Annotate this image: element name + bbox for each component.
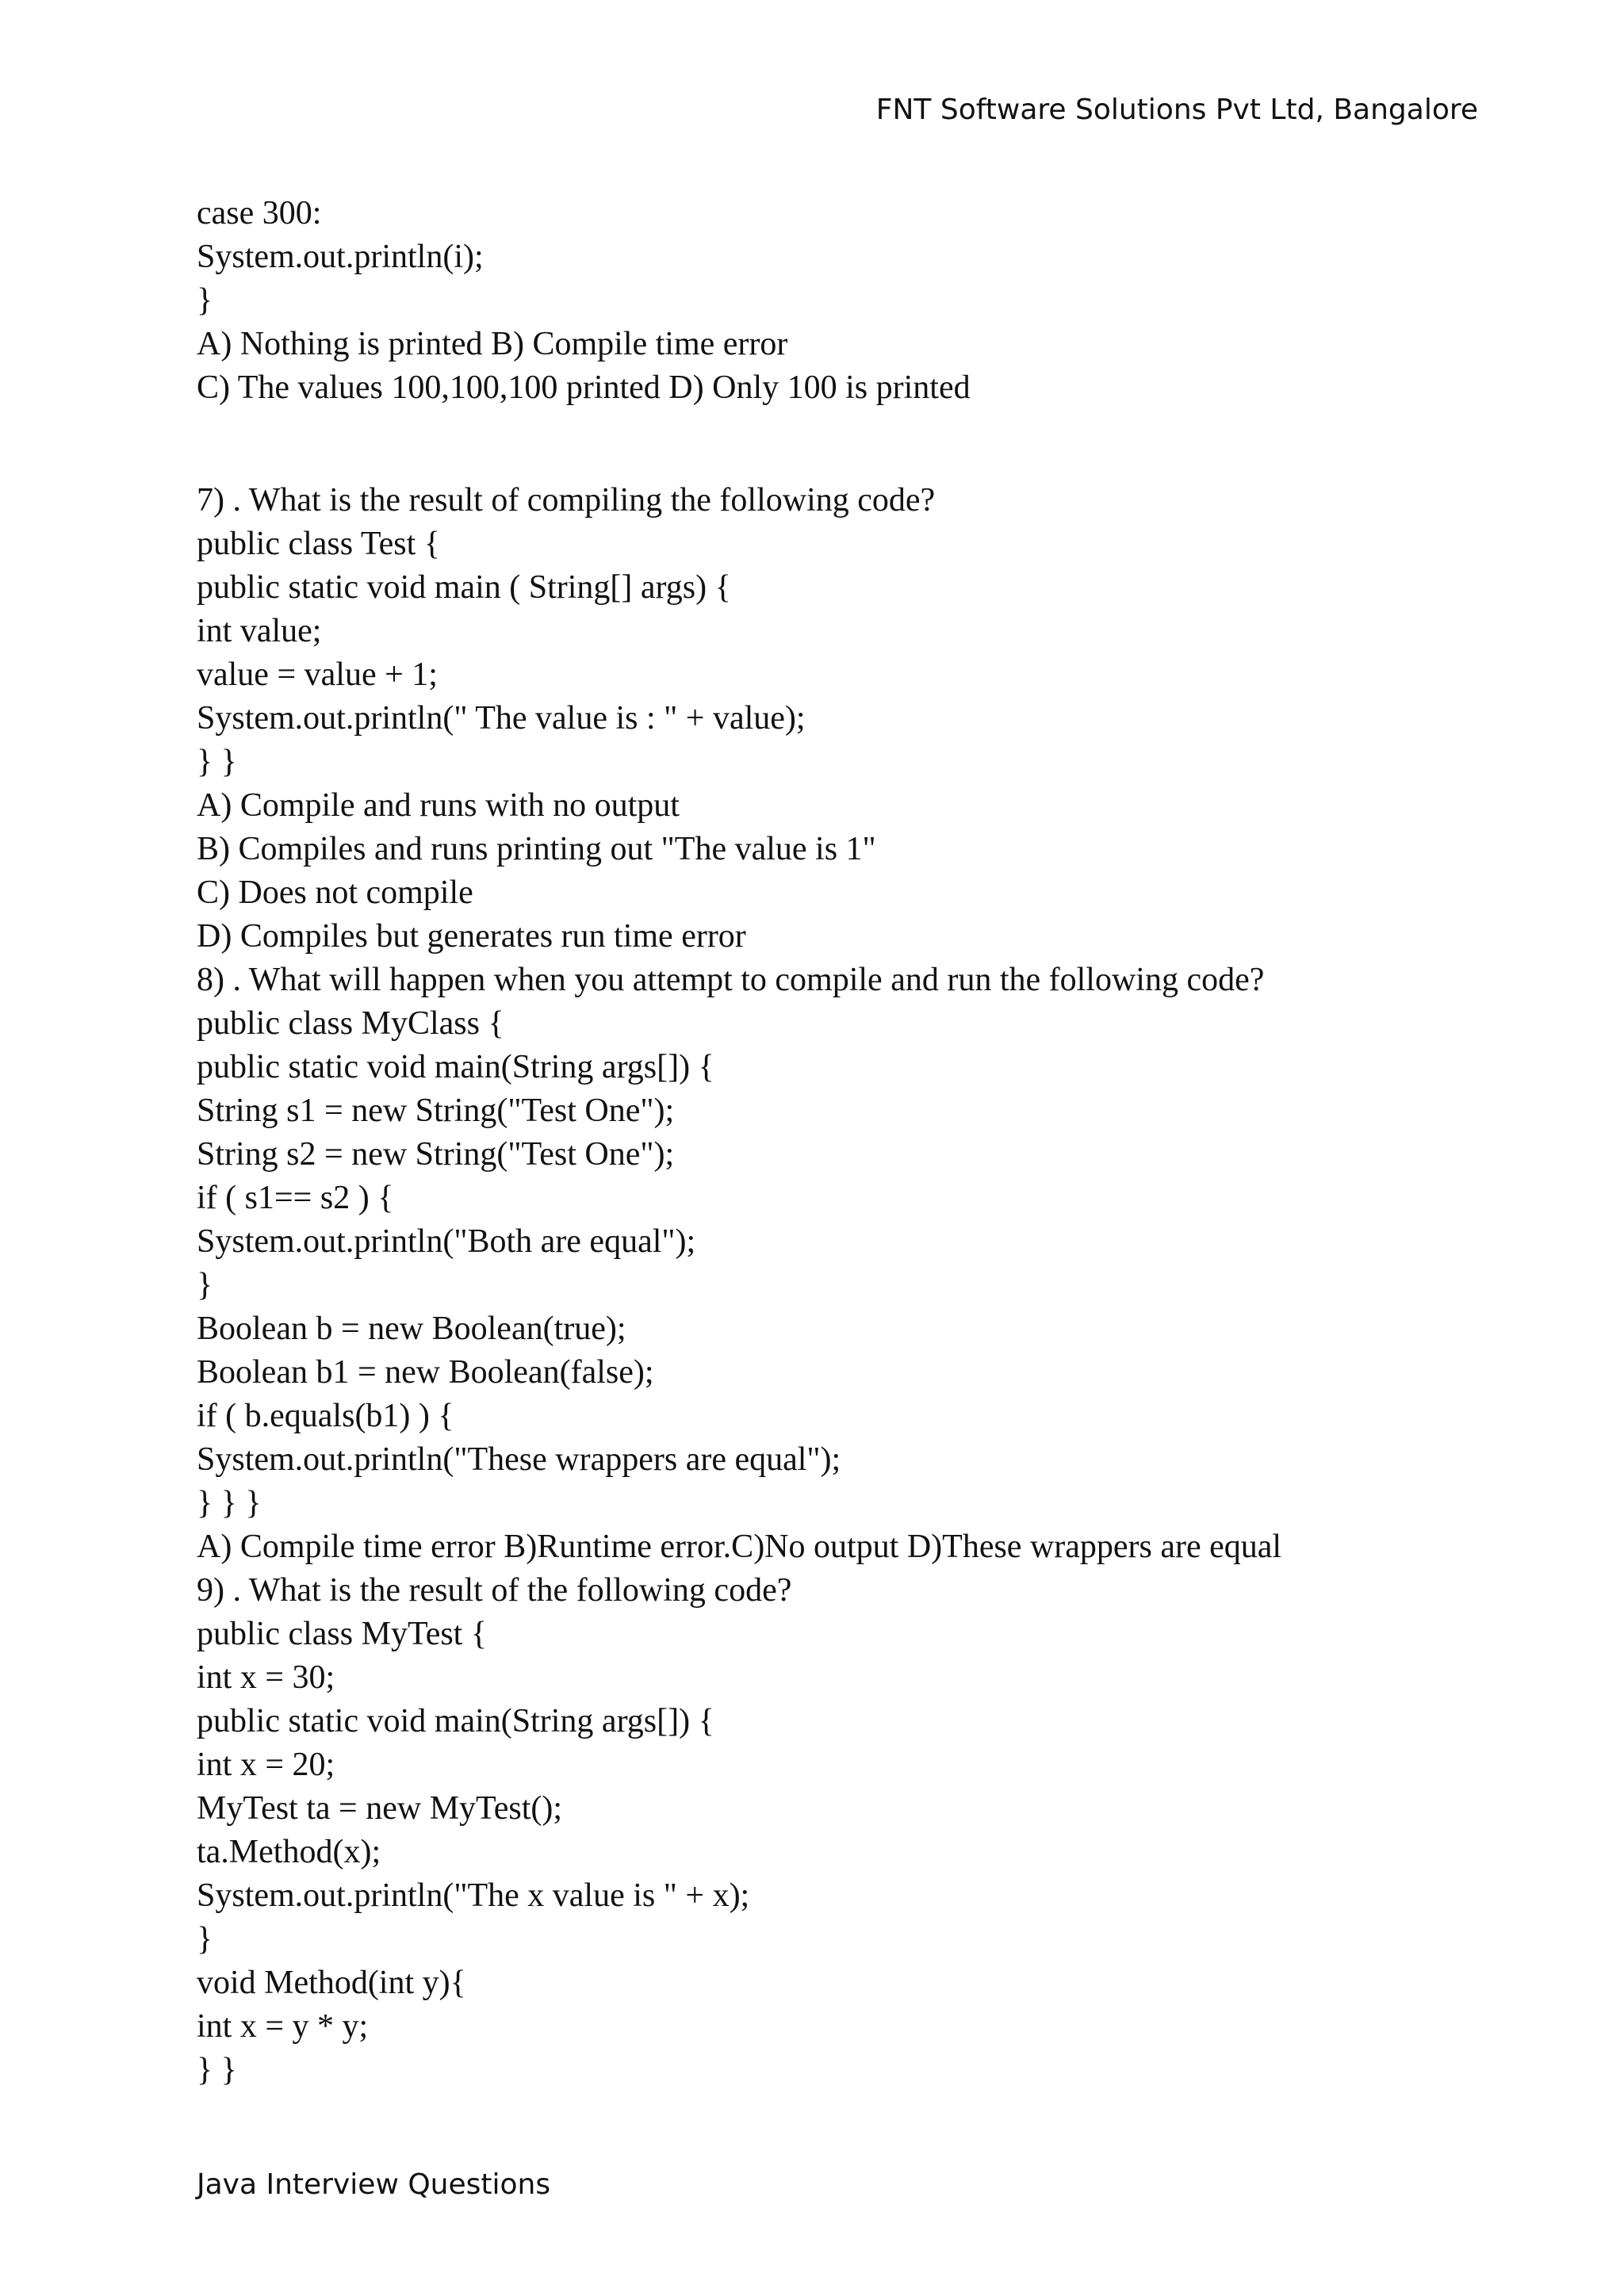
text-line: 9) . What is the result of the following code? — [197, 1572, 792, 1609]
text-line: int x = 20; — [197, 1747, 335, 1783]
text-line: C) The values 100,100,100 printed D) Only 100 is printed — [197, 369, 971, 406]
text-line: A) Nothing is printed B) Compile time error — [197, 326, 788, 362]
text-line: int x = y * y; — [197, 2008, 369, 2045]
text-line: System.out.println(" The value is : " + value); — [197, 700, 806, 737]
text-line: 8) . What will happen when you attempt to compile and run the following code? — [197, 962, 1265, 998]
text-line: int x = 30; — [197, 1659, 335, 1696]
text-line: void Method(int y){ — [197, 1965, 466, 2001]
text-line: } } — [197, 2052, 237, 2088]
questions-7-to-9 — [197, 479, 1505, 2092]
text-line: value = value + 1; — [197, 656, 438, 693]
text-line: } — [197, 1267, 213, 1303]
text-line: Boolean b = new Boolean(true); — [197, 1311, 626, 1347]
question-6-continuation — [197, 192, 1505, 410]
text-line: public class Test { — [197, 526, 440, 562]
text-line: ta.Method(x); — [197, 1834, 381, 1870]
text-line: if ( s1== s2 ) { — [197, 1180, 394, 1216]
text-line: public class MyClass { — [197, 1005, 504, 1042]
text-line: System.out.println("These wrappers are equal"); — [197, 1441, 841, 1478]
text-line: C) Does not compile — [197, 874, 473, 911]
text-line: case 300: — [197, 195, 322, 232]
text-line: public static void main(String args[]) { — [197, 1703, 714, 1739]
text-line: public static void main(String args[]) { — [197, 1049, 714, 1085]
text-line: A) Compile and runs with no output — [197, 787, 680, 824]
text-line: String s2 = new String("Test One"); — [197, 1136, 675, 1173]
text-line: int value; — [197, 613, 322, 649]
text-line: System.out.println("Both are equal"); — [197, 1223, 696, 1260]
page-header: FNT Software Solutions Pvt Ltd, Bangalore — [875, 94, 1478, 126]
paragraph-gap — [197, 410, 1505, 479]
text-line: if ( b.equals(b1) ) { — [197, 1398, 454, 1434]
page-body — [197, 192, 1505, 2092]
text-line: } } } — [197, 1485, 262, 1521]
text-line: String s1 = new String("Test One"); — [197, 1093, 675, 1129]
text-line: } — [197, 1921, 213, 1957]
text-line: B) Compiles and runs printing out "The value is 1" — [197, 831, 876, 867]
text-line: } } — [197, 744, 237, 780]
text-line: public class MyTest { — [197, 1616, 488, 1652]
text-line: } — [197, 282, 213, 319]
text-line: D) Compiles but generates run time error — [197, 918, 746, 955]
text-line: System.out.println(i); — [197, 239, 484, 275]
text-line: 7) . What is the result of compiling the following code? — [197, 482, 936, 519]
text-line: Boolean b1 = new Boolean(false); — [197, 1354, 654, 1391]
text-line: public static void main ( String[] args) { — [197, 569, 731, 606]
text-line: MyTest ta = new MyTest(); — [197, 1790, 563, 1827]
page-footer: Java Interview Questions — [197, 2168, 551, 2201]
text-line: System.out.println("The x value is " + x); — [197, 1877, 750, 1914]
text-line: A) Compile time error B)Runtime error.C)No output D)These wrappers are equal — [197, 1529, 1282, 1565]
